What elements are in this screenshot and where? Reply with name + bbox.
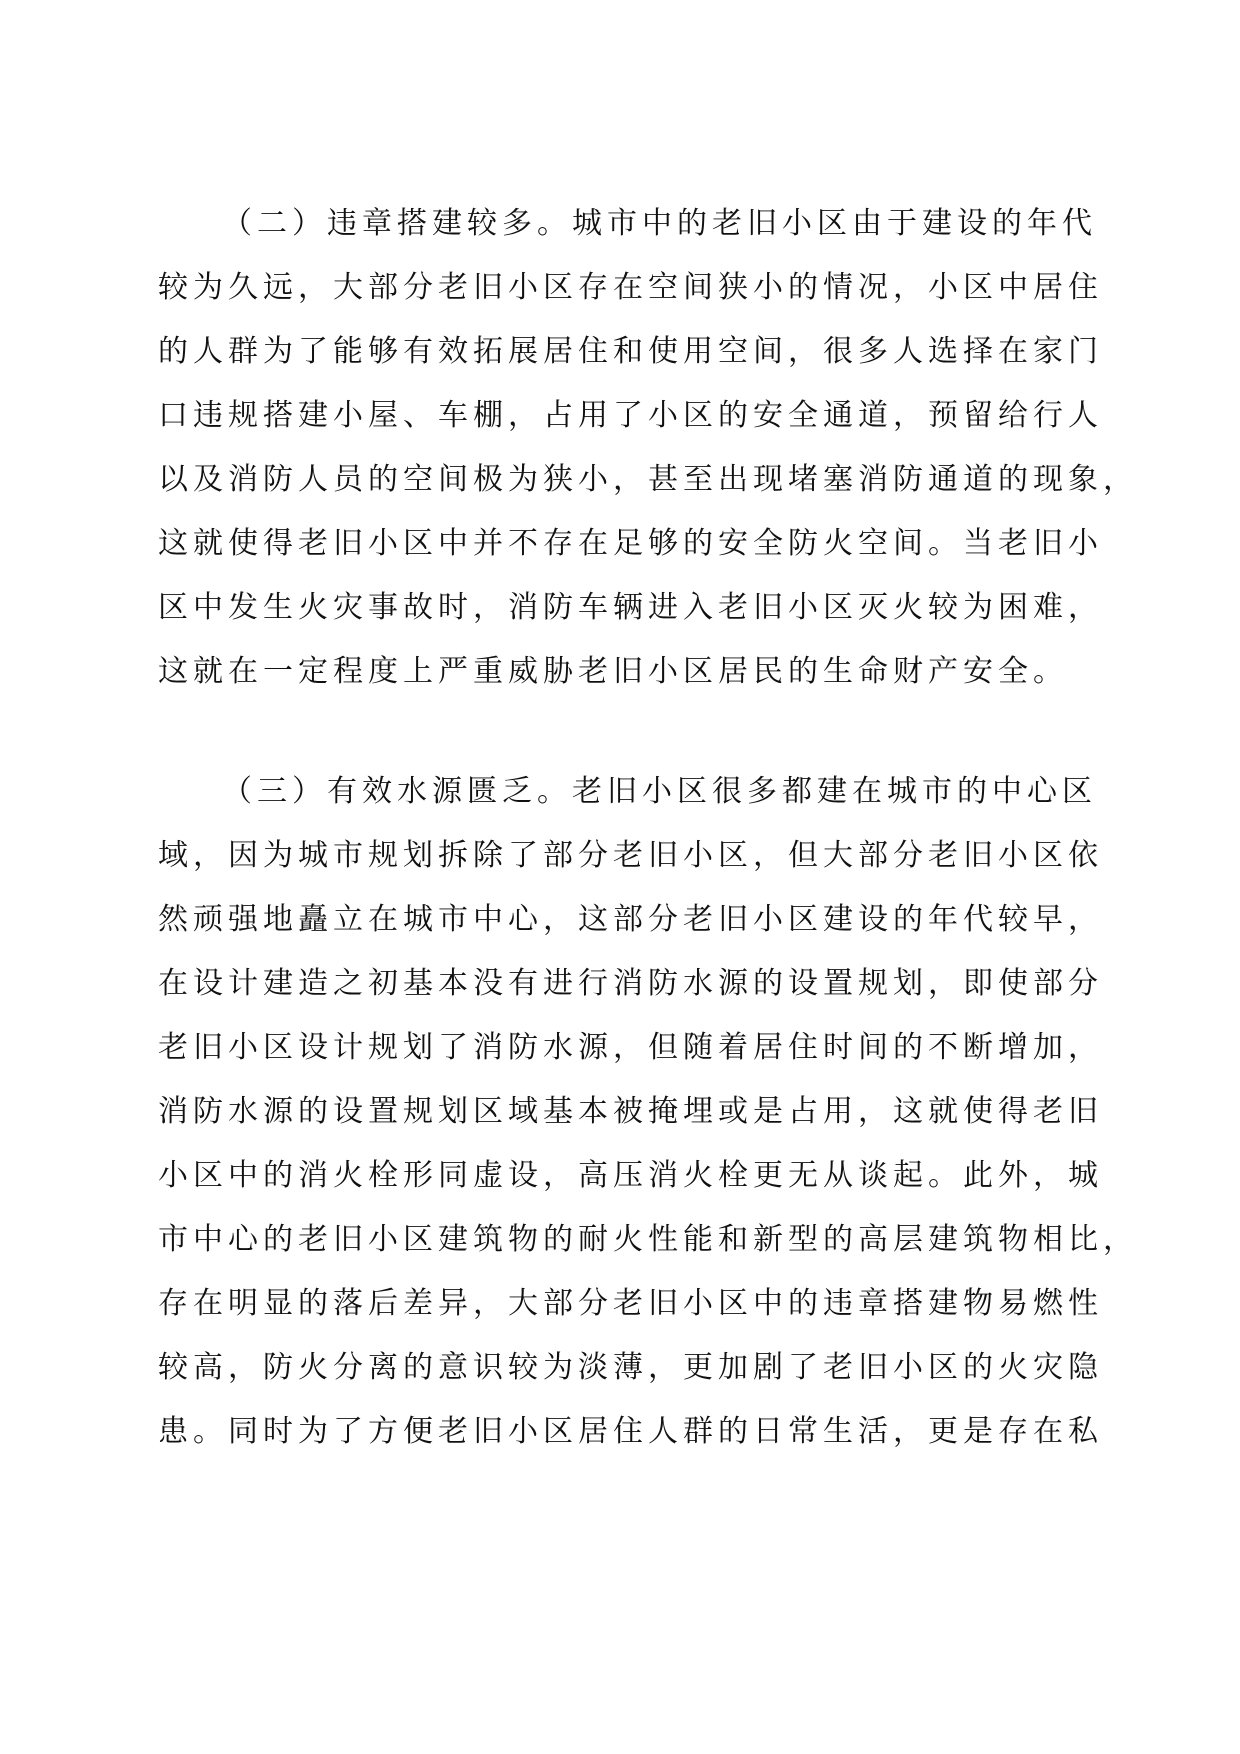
text-line: 较高，防火分离的意识较为淡薄，更加剧了老旧小区的火灾隐 — [158, 1350, 1103, 1385]
text-line: 消防水源的设置规划区域基本被掩埋或是占用，这就使得老旧 — [158, 1094, 1103, 1129]
text-line: （三）有效水源匮乏。老旧小区很多都建在城市的中心区 — [222, 774, 1097, 809]
paragraph-water-shortage — [158, 760, 1138, 1464]
text-line: 在设计建造之初基本没有进行消防水源的设置规划，即使部分 — [158, 966, 1103, 1001]
paragraph-illegal-construction — [158, 192, 1138, 704]
text-line: 这就使得老旧小区中并不存在足够的安全防火空间。当老旧小 — [158, 526, 1103, 561]
text-line: 老旧小区设计规划了消防水源，但随着居住时间的不断增加， — [158, 1030, 1103, 1065]
text-line: 口违规搭建小屋、车棚，占用了小区的安全通道，预留给行人 — [158, 398, 1103, 433]
text-line: 较为久远，大部分老旧小区存在空间狭小的情况，小区中居住 — [158, 270, 1103, 305]
text-line: 的人群为了能够有效拓展居住和使用空间，很多人选择在家门 — [158, 334, 1103, 369]
text-line: 患。同时为了方便老旧小区居住人群的日常生活，更是存在私 — [158, 1414, 1103, 1449]
text-line: 域，因为城市规划拆除了部分老旧小区，但大部分老旧小区依 — [158, 838, 1103, 873]
text-line: 市中心的老旧小区建筑物的耐火性能和新型的高层建筑物相比， — [158, 1222, 1138, 1257]
text-line: 小区中的消火栓形同虚设，高压消火栓更无从谈起。此外，城 — [158, 1158, 1103, 1193]
text-line: 区中发生火灾事故时，消防车辆进入老旧小区灭火较为困难， — [158, 590, 1103, 625]
text-line: 这就在一定程度上严重威胁老旧小区居民的生命财产安全。 — [158, 654, 1068, 689]
text-line: 然顽强地矗立在城市中心，这部分老旧小区建设的年代较早， — [158, 902, 1103, 937]
text-line: 存在明显的落后差异，大部分老旧小区中的违章搭建物易燃性 — [158, 1286, 1103, 1321]
text-line: 以及消防人员的空间极为狭小，甚至出现堵塞消防通道的现象， — [158, 462, 1138, 497]
text-line: （二）违章搭建较多。城市中的老旧小区由于建设的年代 — [222, 206, 1097, 241]
